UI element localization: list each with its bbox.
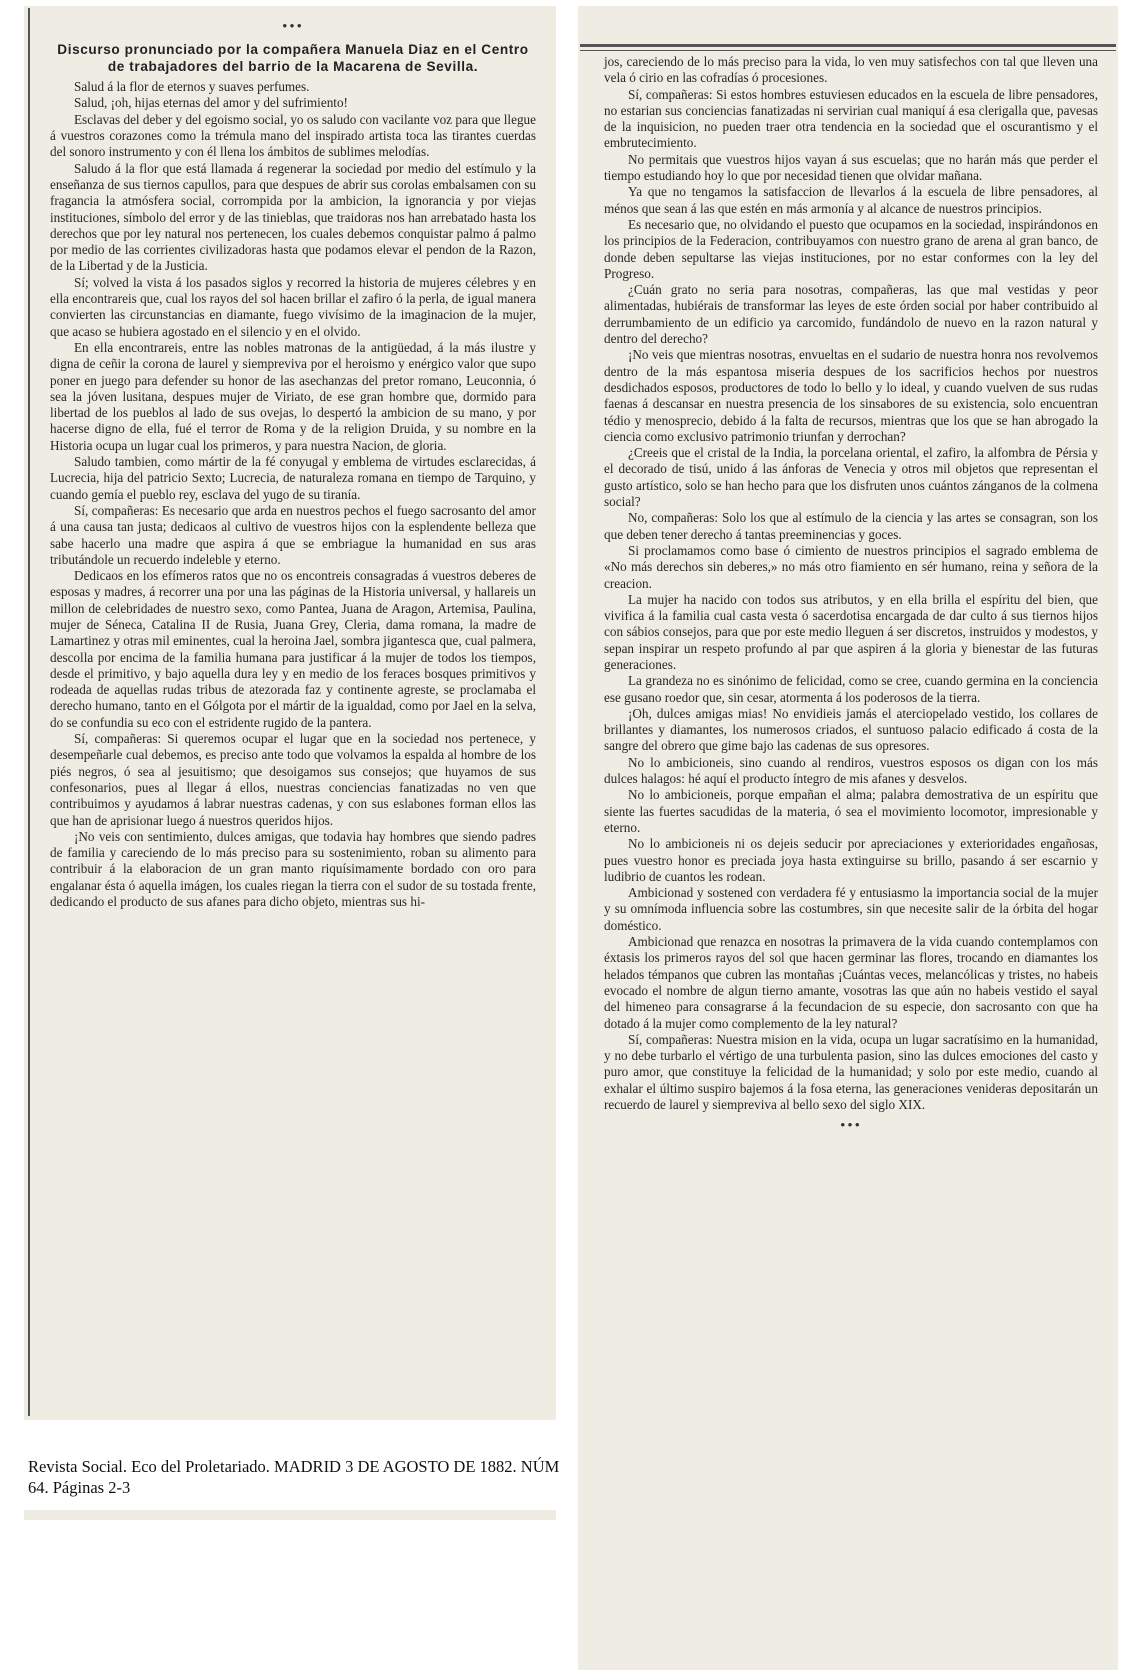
right-top-rule (580, 44, 1116, 47)
right-paragraph: Ambicionad que renazca en nosotras la primavera de la vida cuando contemplamos con éxtasis los primeros rayos del sol que hacen germinar las flores, trocando en diamantes los helados témpanos que cubren las montañas ¡Cuántas veces, melancólicas y tristes, no habeis evocado el nombre de algun tierno amante, vosotras las que aún no habeis vestido el sayal del himeneo para consagrarse á la fecundacion de su especie, don sacrosanto con que ha dotado á la mujer como complemento de la ley natural? (604, 934, 1098, 1031)
left-paragraph: Esclavas del deber y del egoismo social, yo os saludo con vacilante voz para que llegue á vuestros corazones como la trémula mano del inspirado artista toca las tirantes cuerdas del sonoro instrumento y con él llena los ámbitos de sublimes melodías. (50, 111, 536, 160)
right-paragraph: ¡Oh, dulces amigas mias! No envidieis jamás el aterciopelado vestido, los collares de brillantes y diamantes, los numerosos criados, el suntuoso palacio edificado á costa de la sangre del obrero que gime bajo las cadenas de sus opresores. (604, 705, 1098, 754)
right-top-rule-thin (580, 50, 1116, 51)
right-paragraph: No lo ambicioneis, sino cuando al rendiros, vuestros esposos os digan con los más dulces halagos: hé aquí el producto íntegro de mis afanes y desvelos. (604, 754, 1098, 787)
right-paragraph: ¿Cuán grato no seria para nosotras, compañeras, las que mal vestidas y peor alimentadas, hubiérais de transformar las leyes de este órden social por haber contribuido al derrumbamiento de un edificio ya carcomido, fundándolo de nuevo en la razon natural y dentro del derecho? (604, 282, 1098, 347)
left-column-text (50, 79, 536, 910)
article-title: Discurso pronunciado por la compañera Manuela Diaz en el Centro de trabajadores del barrio de la Macarena de Sevilla. (57, 42, 529, 74)
right-paragraph: jos, careciendo de lo más preciso para la vida, lo ven muy satisfechos con tal que lleven una vela ó cirio en las cofradías ó procesiones. (604, 54, 1098, 86)
right-paragraph: No lo ambicioneis ni os dejeis seducir por apreciaciones y exterioridades engañosas, pues vuestro honor es preciada joya hasta extinguirse su brillo, pasando á ser escarnio y ludibrio de cuantos les rodean. (604, 836, 1098, 884)
right-paragraph: ¡No veis que mientras nosotras, envueltas en el sudario de nuestra honra nos revolvemos dentro de la más espantosa miseria despues de los sacrificios hechos por nuestros desdichados esposos, productores de todo lo bello y lo ideal, y cuando vuelven de sus rudas faenas á descansar en nuestra presencia de los sinsabores de su existencia, solo encuentran tédio y menosprecio, debido á la falta de recursos, mientras que los que se han abrogado la ciencia como exclusivo patrimonio triunfan y derrochan? (604, 347, 1098, 444)
left-paragraph: Sí; volved la vista á los pasados siglos y recorred la historia de mujeres célebres y en ella encontrareis que, cual los rayos del sol hacen brillar el zafiro ó la perla, de igual manera convierten las circunstancias en diamante, fuego vivísimo de la imaginacion de la mujer, que acaso se hubiera agostado en el silencio y en el olvido. (50, 274, 536, 339)
left-paragraph: Salud á la flor de eternos y suaves perfumes. (74, 79, 310, 95)
left-paragraph: Dedicaos en los efímeros ratos que no os encontreis consagradas á vuestros deberes de esposas y madres, á recorrer una por una las páginas de la Historia universal, y hallareis un millon de celebridades de nuestro sexo, como Pantea, Juana de Aragon, Artemisa, Paulina, mujer de Séneca, Catalina II de Rusia, Juana Grey, Cleria, dama romana, la madre de Lamartinez y otras mil eminentes, cual la heroina Jael, sombra jigantesca que, cual palmera, descolla por encima de la familia humana para justificar á la mujer de todos los tiempos, desde el primitivo, y bajo aquella dura ley y en medio de los feraces bosques primitivos y rodeada de aquellas rudas tribus de atezorada faz y continente agreste, se proclamaba el derecho humano, tanto en el Gólgota por el mártir de la igualdad, como por Jael en la selva, do se confundia su eco con el estridente rugido de la pantera. (50, 568, 536, 730)
left-paragraph: En ella encontrareis, entre las nobles matronas de la antigüedad, á la más ilustre y digna de ceñir la corona de laurel y siempreviva por el heroismo y enérgico valor que supo poner en juego para defender su honor de las asechanzas del pretor romano, Leuconnia, ó sea la jóven lusitana, despues mujer de Viriato, de ese gran hombre que, dormido para libertad de los pueblos al lado de sus ovejas, lo despertó la ambicion de su mano, y por hacerse digno de ella, fué el terror de Roma y de la religion Druida, y su nombre en la Historia ocupa un lugar cual los primeros, y para nuestra Nacion, de gloria. (50, 339, 536, 453)
right-paragraph: No lo ambicioneis, porque empañan el alma; palabra demostrativa de un espíritu que siente las fuertes sacudidas de la materia, ó sea el movimiento locomotor, impresionable y eterno. (604, 787, 1098, 835)
right-column-text (604, 54, 1098, 1113)
right-paragraph: Ya que no tengamos la satisfaccion de llevarlos á la escuela de libre pensadores, al ménos que sean á las que estén en más armonía y al alcance de nuestros principios. (604, 184, 1098, 216)
left-paragraph: ¡No veis con sentimiento, dulces amigas, que todavia hay hombres que siendo padres de familia y careciendo de lo más preciso para su sostenimiento, roban su alimento para contribuir á la elaboracion de un gran manto riquísimamente bordado con oro para engalanar ésta ó aquella imágen, los cuales riegan la tierra con el sudor de su tostada frente, dedicando el producto de sus afanes para dicho objeto, mientras sus hi- (50, 828, 536, 910)
right-paragraph: No permitais que vuestros hijos vayan á sus escuelas; que no harán más que perder el tiempo estudiando hoy lo que por necesidad tienen que olvidar mañana. (604, 151, 1098, 184)
left-paragraph: Saludo tambien, como mártir de la fé conyugal y emblema de virtudes esclarecidas, á Lucrecia, hija del patricio Sexto; Lucrecia, de naturaleza romana en tiempo de Tarquino, y cuando gemía el pueblo rey, esclava del yugo de su tiranía. (50, 454, 536, 502)
left-paragraph: Sí, compañeras: Si queremos ocupar el lugar que en la sociedad nos pertenece, y desempeñarle cual debemos, es preciso ante todo que volvamos la espalda al hombre de los piés negros, ó sea al jesuitismo; que desoigamos sus consejos; que huyamos de sus confesonarios, pues al llegar á ellos, nuestras conciencias fanatizadas no ven que contribuimos y ayudamos á labrar nuestras cadenas, y con sus eslabones forman ellos las que han de aprisionar luego á nuestros queridos hijos. (50, 731, 536, 828)
ornament-bottom: ••• (840, 1118, 862, 1135)
right-paragraph: ¿Creeis que el cristal de la India, la porcelana oriental, el zafiro, la alfombra de Pérsia y el decorado de tisú, unido á las ánforas de Venecia y otros mil objetos que representan el gusto artístico, solo se han hecho para que los disfruten unos cuántos zánganos de la colmena social? (604, 445, 1098, 510)
left-paragraph: Sí, compañeras: Es necesario que arda en nuestros pechos el fuego sacrosanto del amor á una causa tan justa; dedicaos al cultivo de vuestros hijos con la esplendente belleza que sabe hacerlo una madre que aspira á que se embriague la humanidad en sus aras tributándole un recuerdo indeleble y eterno. (50, 502, 536, 567)
right-paragraph: Ambicionad y sostened con verdadera fé y entusiasmo la importancia social de la mujer y su omnímoda influencia sobre las costumbres, sin que necesite salir de la órbita del hogar doméstico. (604, 885, 1098, 933)
left-column-rule (28, 8, 30, 1416)
right-paragraph: Sí, compañeras: Nuestra mision en la vida, ocupa un lugar sacratísimo en la humanidad, y no debe turbarlo el vértigo de una turbulenta pasion, sino las dulces emociones del casto y puro amor, que constituye la felicidad de la humanidad; y solo por este medio, cuando al exhalar el último suspiro bajemos á la fosa eterna, las generaciones venideras depositarán un recuerdo de laurel y siempreviva al bello sexo del siglo XIX. (604, 1031, 1098, 1112)
right-column (578, 6, 1118, 1670)
left-paragraph: Salud, ¡oh, hijas eternas del amor y del sufrimiento! (74, 95, 348, 111)
right-paragraph: Sí, compañeras: Si estos hombres estuviesen educados en la escuela de libre pensadores, no estarian sus conciencias fanatizadas ni servirian cual maniquí á esa clerigalla que, pavesas de la inquisicion, no pueden traer otra tendencia en la sociedad que el oscurantismo y el embrutecimiento. (604, 86, 1098, 151)
left-column (24, 6, 556, 1520)
right-paragraph: La grandeza no es sinónimo de felicidad, como se cree, cuando germina en la conciencia ese gusano roedor que, sin cesar, atormenta á los poderosos de la tierra. (604, 673, 1098, 705)
right-paragraph: Es necesario que, no olvidando el puesto que ocupamos en la sociedad, inspirándonos en los principios de la Federacion, contribuyamos con nuestro grano de arena al gran banco, de donde deben sepultarse las viejas instituciones, por no estar conformes con la ley del Progreso. (604, 216, 1098, 281)
right-paragraph: No, compañeras: Solo los que al estímulo de la ciencia y las artes se consagran, son los que deben tener derecho á tantas preeminencias y goces. (604, 510, 1098, 542)
right-paragraph: Si proclamamos como base ó cimiento de nuestros principios el sagrado emblema de «No más derechos sin deberes,» no más otro fiamiento en sér humano, reina y señora de la creacion. (604, 542, 1098, 591)
source-caption: Revista Social. Eco del Proletariado. MADRID 3 DE AGOSTO DE 1882. NÚM 64. Páginas 2-3 (28, 1457, 560, 1497)
left-paragraph: Saludo á la flor que está llamada á regenerar la sociedad por medio del estímulo y la enseñanza de sus tiernos capullos, para que despues de abrir sus corolas embalsamen con su fragancia la atmósfera social, corrompida por la ambicion, la ignorancia y por viejas instituciones, símbolo del error y de las tinieblas, que traidoras nos han arrebatado hasta los derechos que por ley natural nos pertenecen, los cuales debemos conquistar palmo á palmo por medio de las corrientes civilizadoras hasta que podamos elevar el pendon de la Razon, de la Libertad y de la Justicia. (50, 160, 536, 274)
right-paragraph: La mujer ha nacido con todos sus atributos, y en ella brilla el espíritu del bien, que vivifica á la familia cual casta vesta ó sacerdotisa encargada de dar culto á sus tiernos hijos con sábios consejos, para que por este medio lleguen á ser discretos, instruidos y modestos, y sepan inspirar un respeto profundo al par que aspiren á la gloria y bienestar de las futuras generaciones. (604, 591, 1098, 672)
ornament-top: ••• (282, 19, 304, 35)
